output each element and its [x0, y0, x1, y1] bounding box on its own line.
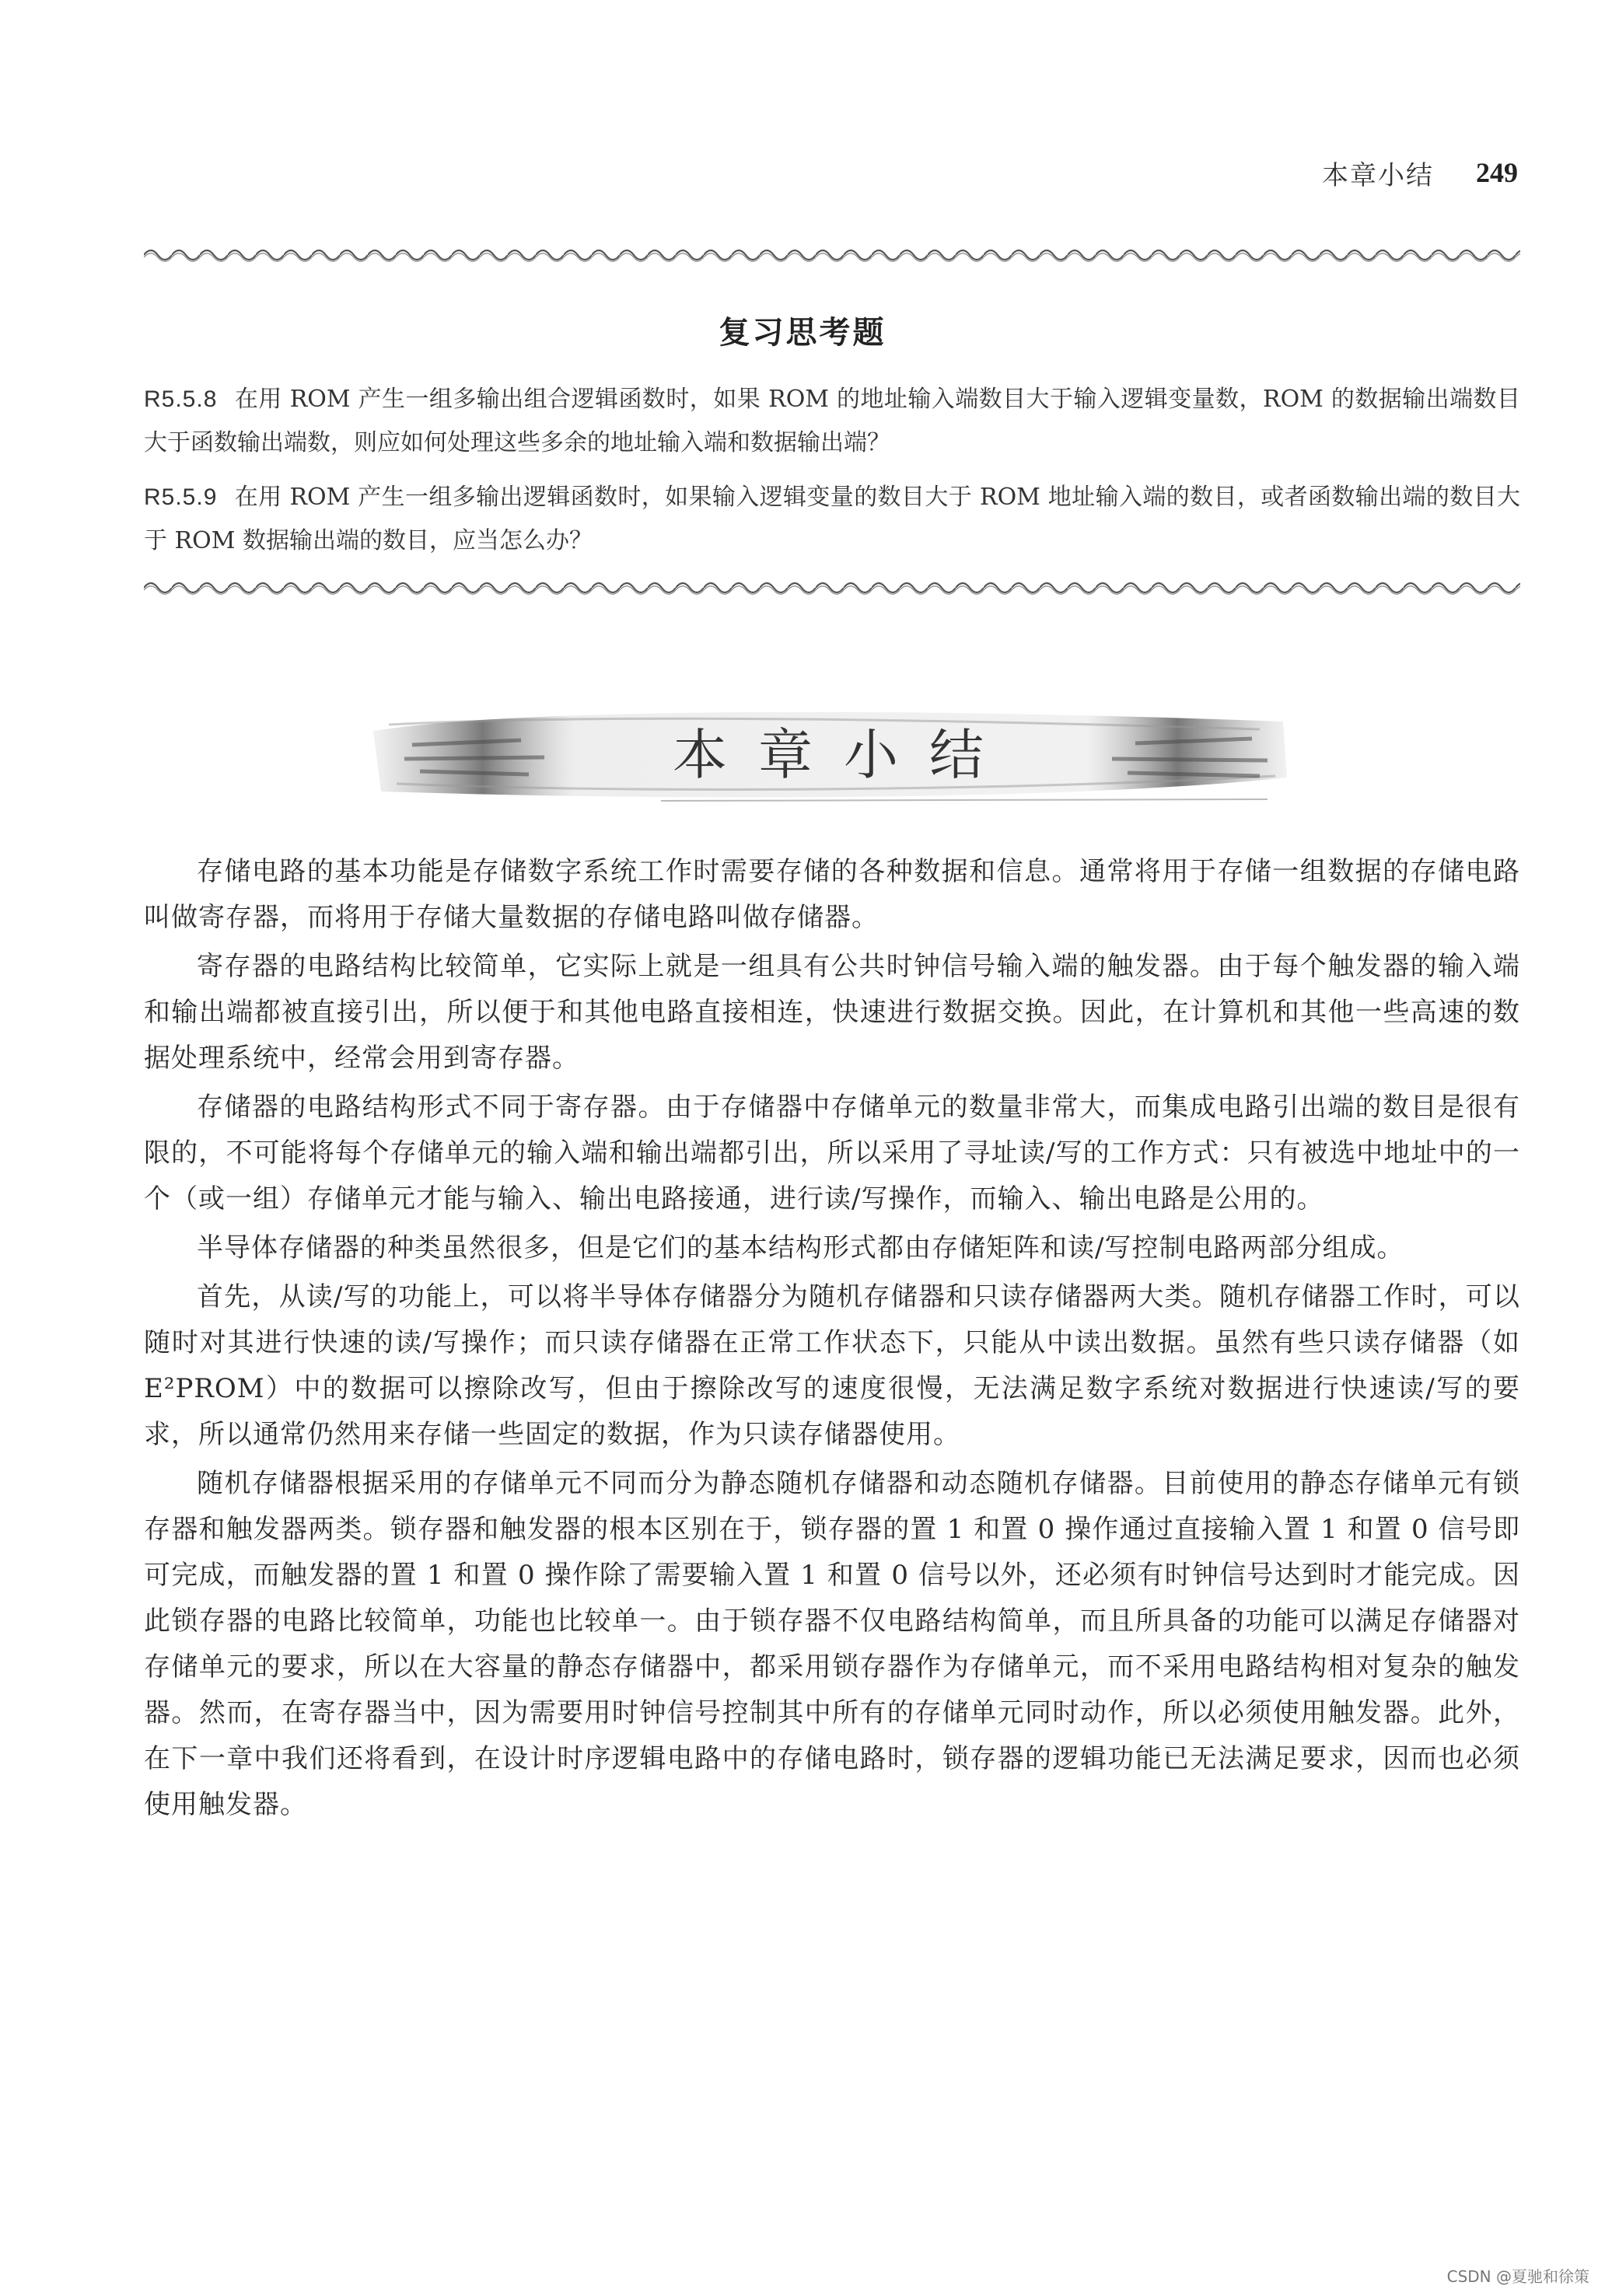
review-question: [144, 378, 1520, 465]
summary-title: 本章小结: [673, 722, 1015, 787]
summary-banner: [365, 684, 1291, 816]
review-heading: 复习思考题: [719, 315, 886, 351]
paragraph: 存储器的电路结构形式不同于寄存器。由于存储器中存储单元的数量非常大，而集成电路引出端的数目是很有限的，不可能将每个存储单元的输入端和输出端都引出，所以采用了寻址读/写的工作方式：只有被选中地址中的一个（或一组）存储单元才能与输入、输出电路接通，进行读/写操作，而输入、输出电路是公用的。: [144, 1092, 1520, 1214]
question-id: R5.5.9: [144, 484, 218, 510]
paragraph: 半导体存储器的种类虽然很多，但是它们的基本结构形式都由存储矩阵和读/写控制电路两部分组成。: [197, 1232, 1404, 1263]
watermark: CSDN @夏驰和徐策: [1446, 2267, 1589, 2286]
question-text: 在用 ROM 产生一组多输出逻辑函数时，如果输入逻辑变量的数目大于 ROM 地址输入端的数目，或者函数输出端的数目大于 ROM 数据输出端的数目，应当怎么办？: [144, 484, 1520, 554]
question-id: R5.5.8: [144, 386, 218, 412]
wavy-divider-top: [144, 247, 1520, 263]
running-head-title: 本章小结: [1322, 159, 1434, 191]
running-head: [1322, 149, 1518, 196]
review-question: [144, 476, 1520, 563]
paragraph: 随机存储器根据采用的存储单元不同而分为静态随机存储器和动态随机存储器。目前使用的静态存储单元有锁存器和触发器两类。锁存器和触发器的根本区别在于，锁存器的置 1 和置 0 操作通过直接输入置 1 和置 0 信号即可完成，而触发器的置 1 和置 0 操作除了需要输入置 1 和置 0 信号以外，还必须有时钟信号达到时才能完成。因此锁存器的电路比较简单，功能也比较单一。由于锁存器不仅电路结构简单，而且所具备的功能可以满足存储器对存储单元的要求，所以在大容量的静态存储器中，都采用锁存器作为存储单元，而不采用电路结构相对复杂的触发器。然而，在寄存器当中，因为需要用时钟信号控制其中所有的存储单元同时动作，所以必须使用触发器。此外，在下一章中我们还将看到，在设计时序逻辑电路中的存储电路时，锁存器的逻辑功能已无法满足要求，因而也必须使用触发器。: [144, 1468, 1520, 1820]
page-number: 249: [1476, 157, 1518, 188]
paragraph: 存储电路的基本功能是存储数字系统工作时需要存储的各种数据和信息。通常将用于存储一组数据的存储电路叫做寄存器，而将用于存储大量数据的存储电路叫做存储器。: [144, 856, 1520, 933]
question-text: 在用 ROM 产生一组多输出组合逻辑函数时，如果 ROM 的地址输入端数目大于输入逻辑变量数，ROM 的数据输出端数目大于函数输出端数，则应如何处理这些多余的地址输入端和数据输出端？: [144, 386, 1520, 456]
summary-body: [144, 849, 1520, 1831]
paragraph: 寄存器的电路结构比较简单，它实际上就是一组具有公共时钟信号输入端的触发器。由于每个触发器的输入端和输出端都被直接引出，所以便于和其他电路直接相连，快速进行数据交换。因此，在计算机和其他一些高速的数据处理系统中，经常会用到寄存器。: [144, 951, 1520, 1074]
paragraph: 首先，从读/写的功能上，可以将半导体存储器分为随机存储器和只读存储器两大类。随机存储器工作时，可以随时对其进行快速的读/写操作；而只读存储器在正常工作状态下，只能从中读出数据。虽然有些只读存储器（如 E²PROM）中的数据可以擦除改写，但由于擦除改写的速度很慢，无法满足数字系统对数据进行快速读/写的要求，所以通常仍然用来存储一些固定的数据，作为只读存储器使用。: [144, 1281, 1520, 1450]
wavy-divider-bottom: [144, 580, 1520, 596]
